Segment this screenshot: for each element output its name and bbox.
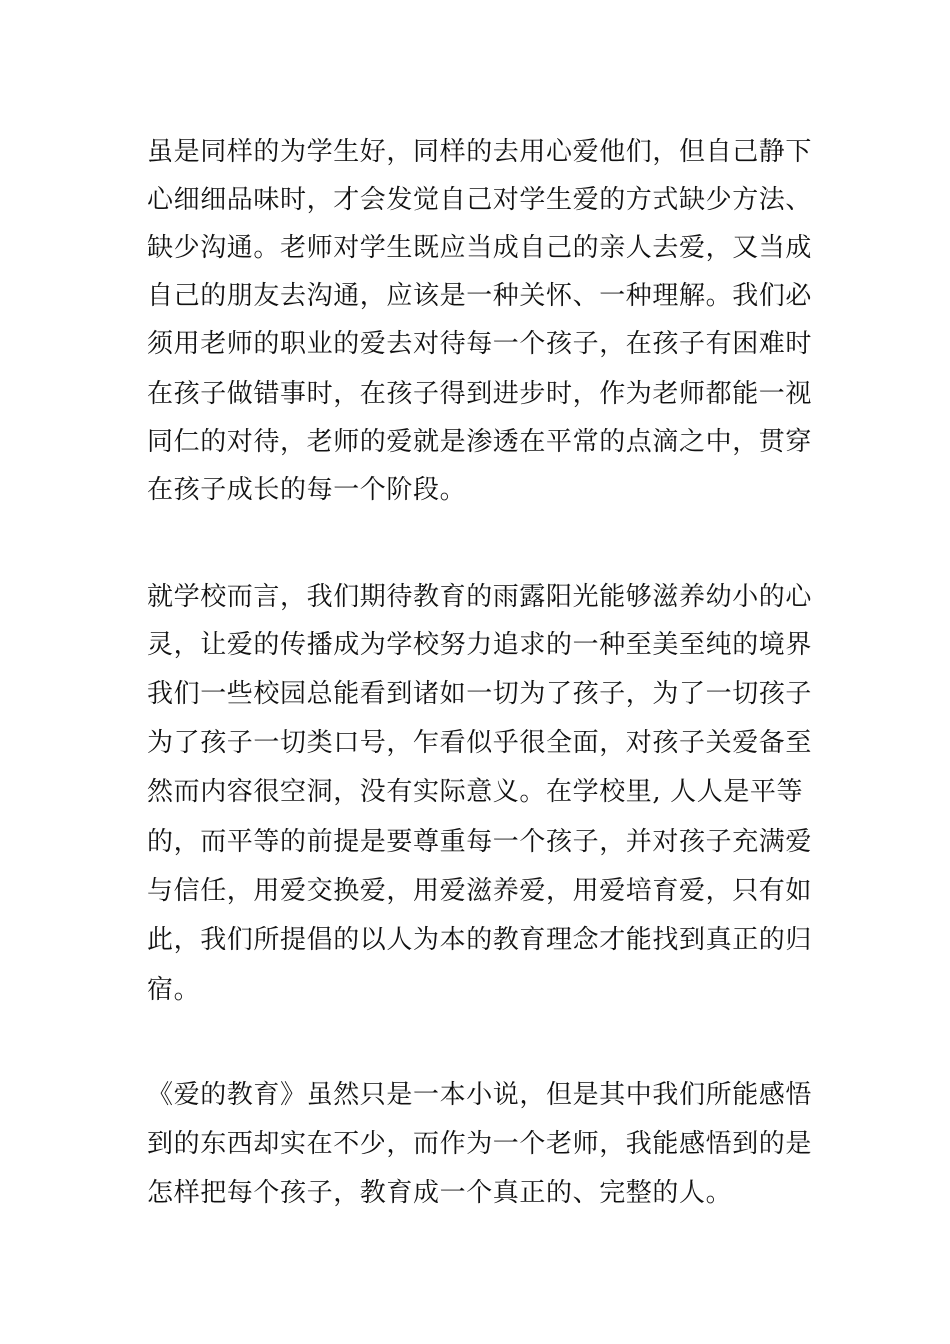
paragraph-2-line-1: 就学校而言，我们期待教育的雨露阳光能够滋养幼小的心 bbox=[147, 582, 813, 612]
paragraph-1-line-6: 在孩子做错事时，在孩子得到进步时，作为老师都能一视 bbox=[147, 379, 813, 409]
paragraph-2-line-6: 的，而平等的前提是要尊重每一个孩子，并对孩子充满爱 bbox=[147, 827, 813, 857]
paragraph-2-line-4: 为了孩子一切类口号，乍看似乎很全面，对孩子关爱备至 bbox=[147, 728, 813, 758]
paragraph-1-line-1: 虽是同样的为学生好，同样的去用心爱他们，但自己静下 bbox=[147, 137, 813, 167]
paragraph-1-line-8: 在孩子成长的每一个阶段。 bbox=[147, 475, 467, 505]
paragraph-2-line-9: 宿。 bbox=[147, 975, 201, 1005]
paragraph-1-line-7: 同仁的对待，老师的爱就是渗透在平常的点滴之中，贯穿 bbox=[147, 427, 813, 457]
paragraph-1-line-3: 缺少沟通。老师对学生既应当成自己的亲人去爱，又当成 bbox=[147, 233, 813, 263]
paragraph-2-line-5: 然而内容很空洞，没有实际意义。在学校里, 人人是平等 bbox=[147, 777, 804, 807]
paragraph-1-line-5: 须用老师的职业的爱去对待每一个孩子，在孩子有困难时 bbox=[147, 329, 813, 359]
paragraph-1-line-2: 心细细品味时，才会发觉自己对学生爱的方式缺少方法、 bbox=[147, 185, 813, 215]
paragraph-2-line-2: 灵，让爱的传播成为学校努力追求的一种至美至纯的境界 bbox=[147, 630, 813, 660]
paragraph-2-line-3: 我们一些校园总能看到诸如一切为了孩子，为了一切孩子 bbox=[147, 679, 813, 709]
paragraph-3-line-1: 《爱的教育》虽然只是一本小说，但是其中我们所能感悟 bbox=[147, 1080, 813, 1110]
paragraph-3-line-2: 到的东西却实在不少，而作为一个老师，我能感悟到的是 bbox=[147, 1129, 813, 1159]
paragraph-2-line-7: 与信任，用爱交换爱，用爱滋养爱，用爱培育爱，只有如 bbox=[147, 876, 813, 906]
paragraph-2-line-8: 此，我们所提倡的以人为本的教育理念才能找到真正的归 bbox=[147, 925, 813, 955]
paragraph-1-line-4: 自己的朋友去沟通，应该是一种关怀、一种理解。我们必 bbox=[147, 281, 813, 311]
paragraph-3-line-3: 怎样把每个孩子，教育成一个真正的、完整的人。 bbox=[147, 1178, 733, 1208]
